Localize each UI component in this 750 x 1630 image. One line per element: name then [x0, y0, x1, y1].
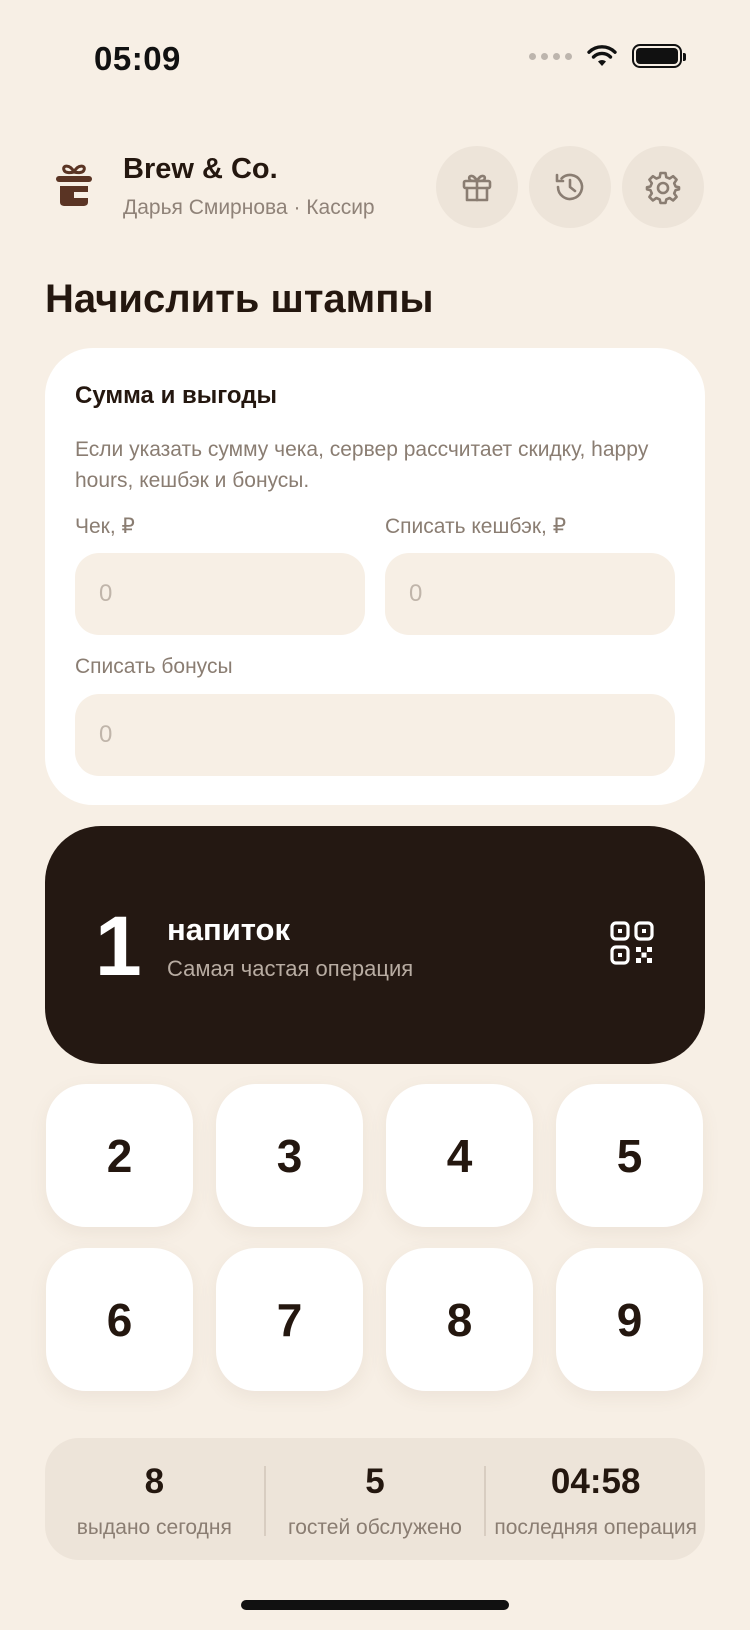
key-2[interactable]: 2 — [46, 1084, 193, 1227]
key-4[interactable]: 4 — [386, 1084, 533, 1227]
stat-value: 8 — [144, 1462, 165, 1501]
stat-issued-today — [45, 1438, 264, 1560]
stat-label: выдано сегодня — [76, 1516, 232, 1539]
home-indicator[interactable] — [241, 1600, 509, 1610]
check-amount-input[interactable] — [75, 553, 365, 635]
check-amount-label: Чек, ₽ — [75, 515, 135, 538]
cashback-input[interactable] — [385, 553, 675, 635]
cashback-label: Списать кешбэк, ₽ — [385, 515, 567, 538]
status-indicators — [529, 44, 682, 68]
gear-icon — [645, 169, 681, 205]
stat-label: последняя операция — [494, 1516, 698, 1539]
stat-value: 5 — [365, 1462, 385, 1501]
card-description: Если указать сумму чека, сервер рассчитает скидку, happy hours, кешбэк и бонусы. — [75, 438, 649, 492]
battery-icon — [632, 44, 682, 68]
bonus-label: Списать бонусы — [75, 655, 233, 678]
settings-button[interactable] — [622, 146, 704, 228]
cellular-signal-icon — [529, 53, 572, 60]
amount-benefits-card — [45, 348, 705, 805]
key-6[interactable]: 6 — [46, 1248, 193, 1391]
bonus-input[interactable] — [75, 694, 675, 776]
rewards-button[interactable] — [436, 146, 518, 228]
history-button[interactable] — [529, 146, 611, 228]
history-icon — [552, 169, 588, 205]
gift-icon — [459, 169, 495, 205]
key-5[interactable]: 5 — [556, 1084, 703, 1227]
key-3[interactable]: 3 — [216, 1084, 363, 1227]
add-one-drink-button[interactable] — [45, 826, 705, 1064]
brand-name: Brew & Co. — [123, 153, 278, 185]
user-role-line: Дарья Смирнова · Кассир — [123, 196, 375, 219]
stat-last-operation — [486, 1438, 705, 1560]
stats-panel — [45, 1438, 705, 1560]
gift-logo-icon — [52, 162, 96, 208]
primary-count: 1 — [95, 899, 142, 993]
status-time: 05:09 — [94, 40, 181, 77]
card-title: Сумма и выгоды — [75, 382, 277, 409]
primary-title: напиток — [167, 912, 290, 947]
key-8[interactable]: 8 — [386, 1248, 533, 1391]
stat-label: гостей обслужено — [288, 1516, 462, 1539]
stat-value: 04:58 — [550, 1462, 641, 1501]
key-7[interactable]: 7 — [216, 1248, 363, 1391]
qr-code-icon — [609, 920, 655, 966]
key-9[interactable]: 9 — [556, 1248, 703, 1391]
stat-guests-served — [266, 1438, 485, 1560]
primary-subtitle: Самая частая операция — [167, 956, 414, 981]
page-title: Начислить штампы — [45, 277, 434, 321]
wifi-icon — [586, 44, 618, 68]
